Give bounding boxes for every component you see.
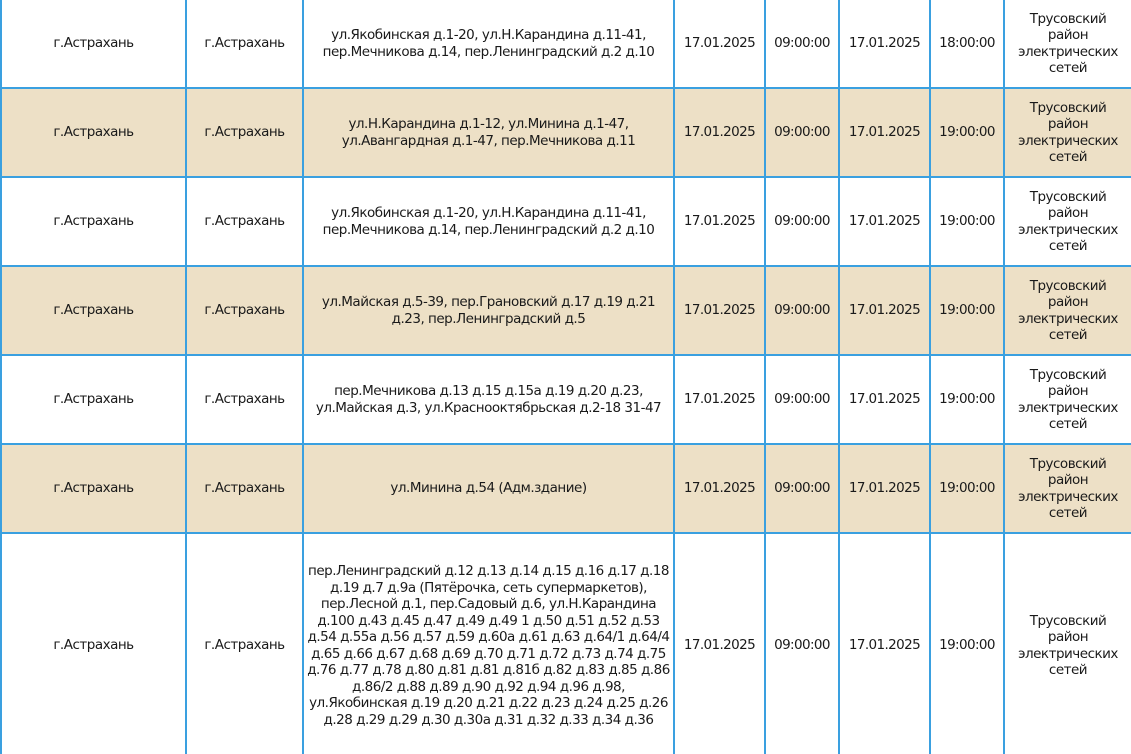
start-time-cell: 09:00:00 [765,88,839,177]
locality-cell: г.Астрахань [186,88,303,177]
start-time-cell: 09:00:00 [765,266,839,355]
start-date-cell: 17.01.2025 [674,177,765,266]
table-row [1,0,1131,88]
end-time-cell: 19:00:00 [930,266,1004,355]
end-date-cell: 17.01.2025 [839,177,930,266]
table-row [1,266,1131,355]
end-time-cell: 19:00:00 [930,88,1004,177]
district-cell: Трусовский район электрических сетей [1004,444,1131,533]
locality-cell: г.Астрахань [186,266,303,355]
start-date-cell: 17.01.2025 [674,444,765,533]
start-date-cell: 17.01.2025 [674,533,765,754]
addresses-cell: пер.Мечникова д.13 д.15 д.15а д.19 д.20 д.23, ул.Майская д.3, ул.Краснооктябрьская д.2-18 31-47 [303,355,674,444]
locality-cell: г.Астрахань [186,0,303,88]
start-date-cell: 17.01.2025 [674,266,765,355]
district-cell: Трусовский район электрических сетей [1004,355,1131,444]
end-date-cell: 17.01.2025 [839,533,930,754]
settlement-cell: г.Астрахань [1,533,186,754]
start-time-cell: 09:00:00 [765,0,839,88]
end-date-cell: 17.01.2025 [839,88,930,177]
start-time-cell: 09:00:00 [765,533,839,754]
start-time-cell: 09:00:00 [765,444,839,533]
locality-cell: г.Астрахань [186,355,303,444]
addresses-cell: ул.Н.Карандина д.1-12, ул.Минина д.1-47, ул.Авангардная д.1-47, пер.Мечникова д.11 [303,88,674,177]
district-cell: Трусовский район электрических сетей [1004,177,1131,266]
start-time-cell: 09:00:00 [765,355,839,444]
end-date-cell: 17.01.2025 [839,355,930,444]
district-cell: Трусовский район электрических сетей [1004,88,1131,177]
table-row [1,355,1131,444]
end-date-cell: 17.01.2025 [839,266,930,355]
addresses-cell: ул.Минина д.54 (Адм.здание) [303,444,674,533]
settlement-cell: г.Астрахань [1,0,186,88]
locality-cell: г.Астрахань [186,177,303,266]
settlement-cell: г.Астрахань [1,266,186,355]
end-date-cell: 17.01.2025 [839,444,930,533]
addresses-cell: ул.Якобинская д.1-20, ул.Н.Карандина д.11-41, пер.Мечникова д.14, пер.Ленинградский д.2 д.10 [303,177,674,266]
end-date-cell: 17.01.2025 [839,0,930,88]
addresses-cell: ул.Майская д.5-39, пер.Грановский д.17 д.19 д.21 д.23, пер.Ленинградский д.5 [303,266,674,355]
district-cell: Трусовский район электрических сетей [1004,0,1131,88]
end-time-cell: 19:00:00 [930,533,1004,754]
end-time-cell: 18:00:00 [930,0,1004,88]
locality-cell: г.Астрахань [186,444,303,533]
district-cell: Трусовский район электрических сетей [1004,266,1131,355]
settlement-cell: г.Астрахань [1,444,186,533]
end-time-cell: 19:00:00 [930,355,1004,444]
addresses-cell: пер.Ленинградский д.12 д.13 д.14 д.15 д.16 д.17 д.18 д.19 д.7 д.9а (Пятёрочка, сеть супермаркетов), пер.Лесной д.1, пер.Садовый д.6, ул.Н.Карандина д.100 д.43 д.45 д.47 д.49 д.49 1 д.50 д.51 д.52 д.53 д.54 д.55а д.56 д.57 д.59 д.60а д.61 д.63 д.64/1 д.64/4 д.65 д.66 д.67 д.68 д.69 д.70 д.71 д.72 д.73 д.74 д.75 д.76 д.77 д.78 д.80 д.81 д.81 д.81б д.82 д.83 д.85 д.86 д.86/2 д.88 д.89 д.90 д.92 д.94 д.96 д.98, ул.Якобинская д.19 д.20 д.21 д.22 д.23 д.24 д.25 д.26 д.28 д.29 д.29 д.30 д.30а д.31 д.32 д.33 д.34 д.36 [303,533,674,754]
district-cell: Трусовский район электрических сетей [1004,533,1131,754]
addresses-cell: ул.Якобинская д.1-20, ул.Н.Карандина д.11-41, пер.Мечникова д.14, пер.Ленинградский д.2 д.10 [303,0,674,88]
settlement-cell: г.Астрахань [1,355,186,444]
settlement-cell: г.Астрахань [1,177,186,266]
start-time-cell: 09:00:00 [765,177,839,266]
table-row [1,177,1131,266]
locality-cell: г.Астрахань [186,533,303,754]
table-row [1,88,1131,177]
start-date-cell: 17.01.2025 [674,88,765,177]
start-date-cell: 17.01.2025 [674,355,765,444]
end-time-cell: 19:00:00 [930,444,1004,533]
table-row [1,444,1131,533]
table-body [1,0,1131,754]
table-row [1,533,1131,754]
end-time-cell: 19:00:00 [930,177,1004,266]
start-date-cell: 17.01.2025 [674,0,765,88]
settlement-cell: г.Астрахань [1,88,186,177]
